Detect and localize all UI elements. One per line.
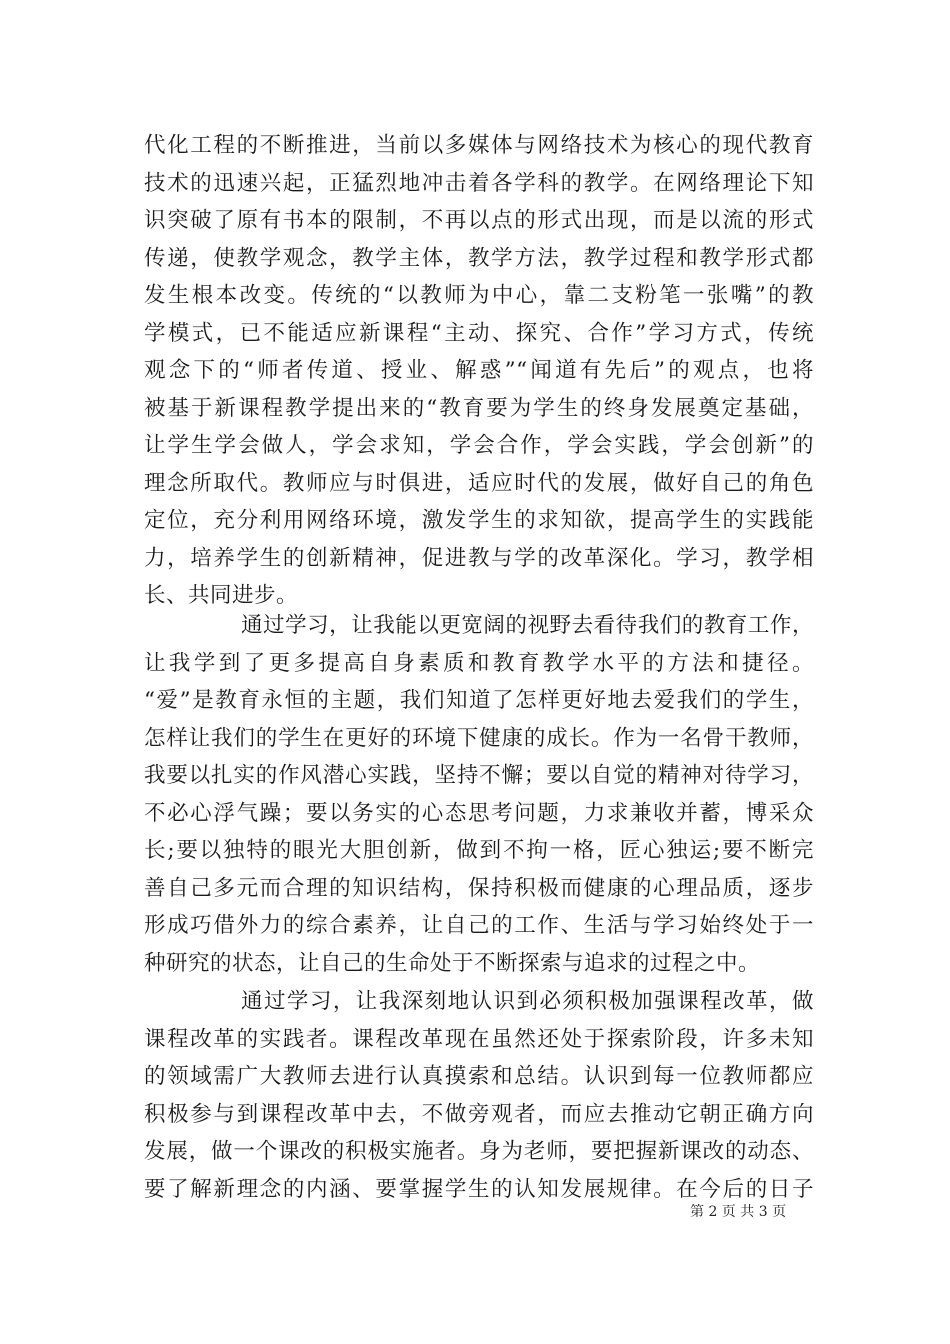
text-line: “爱”是教育永恒的主题，我们知道了怎样更好地去爱我们的学生， [144, 688, 814, 713]
text-line: 课程改革的实践者。课程改革现在虽然还处于探索阶段，许多未知 [144, 1026, 814, 1052]
text-line: 传递，使教学观念，教学主体，教学方法，教学过程和教学形式都 [144, 245, 814, 271]
text-line: 观念下的“师者传道、授业、解惑”“闻道有先后”的观点，也将 [144, 358, 814, 383]
text-line: 通过学习，让我能以更宽阔的视野去看待我们的教育工作， [241, 613, 814, 638]
text-line: 力，培养学生的创新精神，促进教与学的改革深化。学习，教学相 [144, 545, 814, 571]
text-line: 技术的迅速兴起，正猛烈地冲击着各学科的教学。在网络理论下知 [144, 170, 814, 196]
text-line: 学模式，已不能适应新课程“主动、探究、合作”学习方式，传统 [144, 320, 814, 346]
text-line: 积极参与到课程改革中去，不做旁观者，而应去推动它朝正确方向 [144, 1101, 814, 1127]
text-line: 不必心浮气躁；要以务实的心态思考问题，力求兼收并蓄，博采众 [144, 800, 814, 826]
text-line: 的领域需广大教师去进行认真摸索和总结。认识到每一位教师都应 [144, 1064, 814, 1089]
text-line: 代化工程的不断推进，当前以多媒体与网络技术为核心的现代教育 [144, 133, 814, 158]
text-line: 要了解新理念的内涵、要掌握学生的认知发展规律。在今后的日子 [144, 1176, 814, 1202]
text-line: 我要以扎实的作风潜心实践，坚持不懈；要以自觉的精神对待学习， [144, 763, 814, 788]
text-line: 长、共同进步。 [144, 583, 299, 608]
paragraph-1 [144, 127, 814, 615]
text-line: 识突破了原有书本的限制，不再以点的形式出现，而是以流的形式 [144, 208, 814, 233]
text-line: 让我学到了更多提高自身素质和教育教学水平的方法和捷径。 [144, 650, 814, 676]
text-line: 通过学习，让我深刻地认识到必须积极加强课程改革，做 [241, 989, 814, 1014]
page-number-footer: 第 2 页 共 3 页 [690, 1204, 787, 1220]
text-line: 让学生学会做人，学会求知，学会合作，学会实践，学会创新”的 [144, 433, 814, 458]
text-line: 种研究的状态，让自己的生命处于不断探索与追求的过程之中。 [144, 950, 761, 976]
text-line: 形成巧借外力的综合素养，让自己的工作、生活与学习始终处于一 [144, 913, 814, 938]
text-line: 长;要以独特的眼光大胆创新，做到不拘一格，匠心独运;要不断完 [144, 838, 814, 863]
text-line: 理念所取代。教师应与时俱进，适应时代的发展，做好自己的角色 [144, 470, 814, 496]
paragraph-2 [144, 607, 814, 982]
text-line: 发生根本改变。传统的“以教师为中心，靠二支粉笔一张嘴”的教 [144, 283, 814, 308]
text-line: 善自己多元而合理的知识结构，保持积极而健康的心理品质，逐步 [144, 875, 814, 901]
text-line: 定位，充分利用网络环境，激发学生的求知欲，提高学生的实践能 [144, 508, 814, 533]
text-line: 发展，做一个课改的积极实施者。身为老师，要把握新课改的动态、 [144, 1139, 814, 1164]
paragraph-3 [144, 983, 814, 1208]
text-line: 被基于新课程教学提出来的“教育要为学生的终身发展奠定基础， [144, 395, 814, 421]
text-line: 怎样让我们的学生在更好的环境下健康的成长。作为一名骨干教师， [144, 725, 814, 751]
